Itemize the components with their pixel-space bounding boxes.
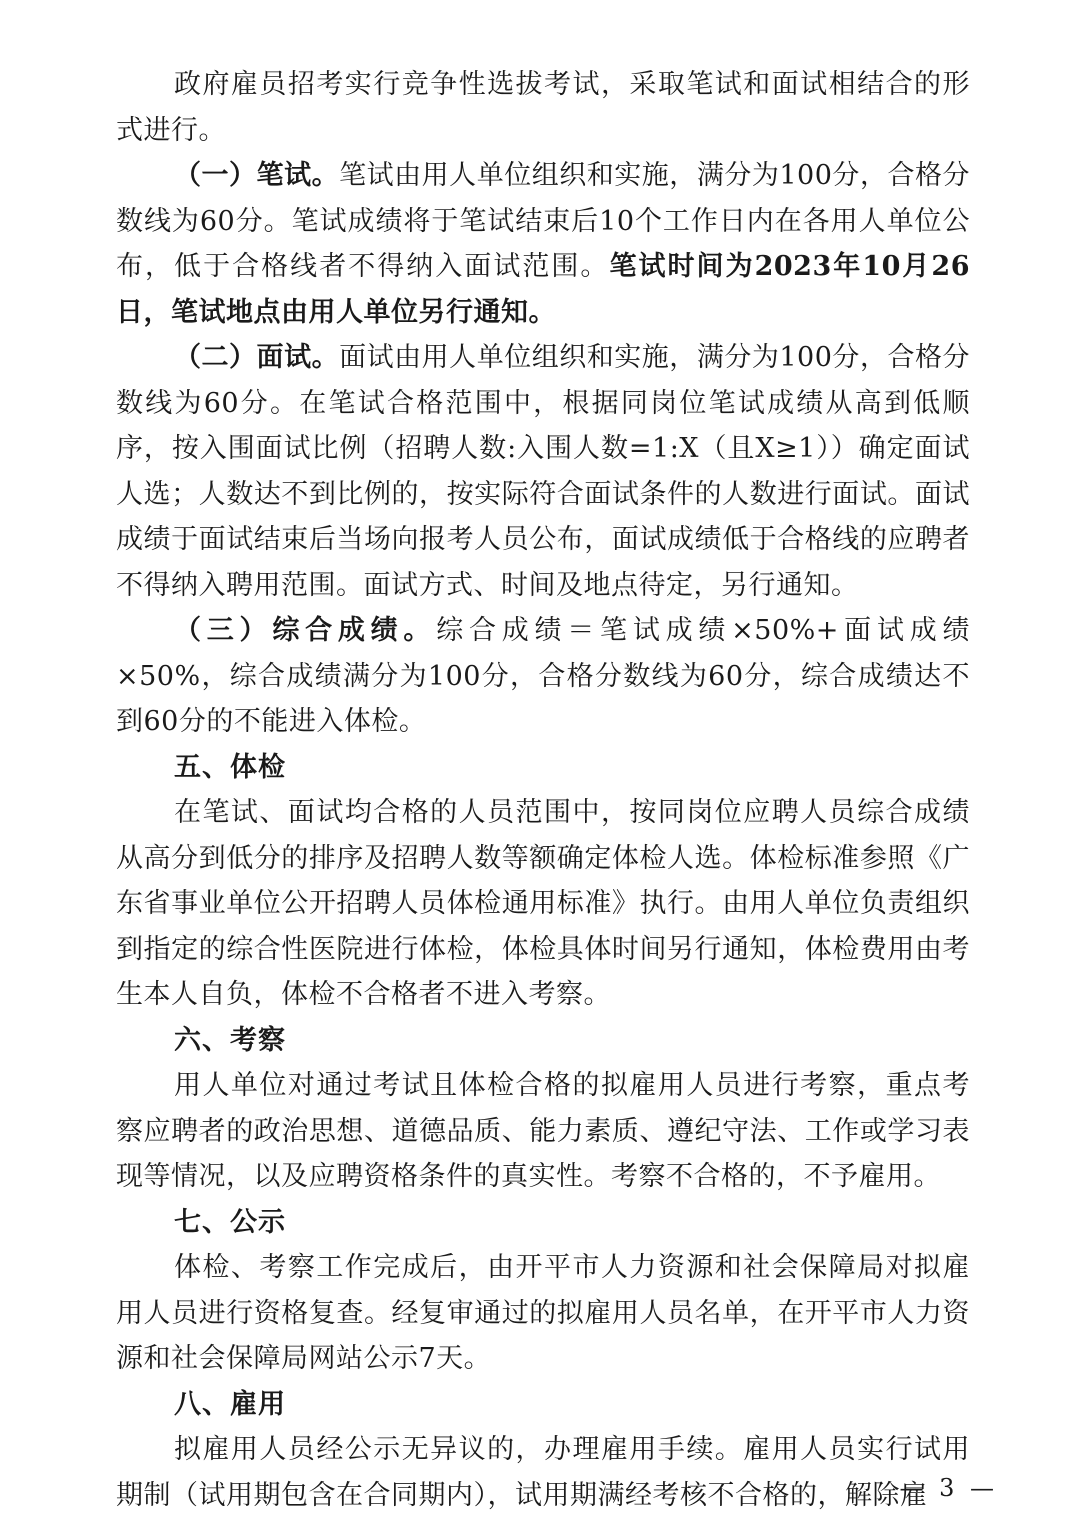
written-exam-schedule: 笔试时间为2023年10月26日，笔试地点由用人单位另行通知。 [116, 251, 971, 328]
document-page [116, 62, 970, 1518]
interview-label: （二）面试。 [174, 342, 340, 373]
intro-paragraph: 政府雇员招考实行竞争性选拔考试，采取笔试和面试相结合的形式进行。 [116, 69, 970, 146]
written-exam-text: 笔试由用人单位组织和实施，满分为100分，合格分数线为60分。笔试成绩将于笔试结束后10个工作日内在各用人单位公布，低于合格线者不得纳入面试范围。 [116, 160, 970, 282]
section-text-publicity: 体检、考察工作完成后，由开平市人力资源和社会保障局对拟雇用人员进行资格复查。经复审通过的拟雇用人员名单，在开平市人力资源和社会保障局网站公示7天。 [116, 1252, 970, 1374]
section-text-physical: 在笔试、面试均合格的人员范围中，按同岗位应聘人员综合成绩从高分到低分的排序及招聘人数等额确定体检人选。体检标准参照《广东省事业单位公开招聘人员体检通用标准》执行。由用人单位负责组织到指定的综合性医院进行体检，体检具体时间另行通知，体检费用由考生本人自负，体检不合格者不进入考察。 [116, 797, 970, 1010]
section-heading-physical: 五、体检 [174, 751, 286, 783]
written-exam-label: （一）笔试。 [174, 160, 340, 191]
section-heading-publicity: 七、公示 [174, 1206, 286, 1238]
composite-score-text: 综合成绩＝笔试成绩×50%+面试成绩×50%，综合成绩满分为100分，合格分数线为60分，综合成绩达不到60分的不能进入体检。 [116, 615, 970, 737]
section-text-employment: 拟雇用人员经公示无异议的，办理雇用手续。雇用人员实行试用期制（试用期包含在合同期内），试用期满经考核不合格的，解除雇 [116, 1434, 970, 1511]
section-text-inspection: 用人单位对通过考试且体检合格的拟雇用人员进行考察，重点考察应聘者的政治思想、道德品质、能力素质、遵纪守法、工作或学习表现等情况，以及应聘资格条件的真实性。考察不合格的，不予雇用。 [116, 1070, 970, 1192]
section-heading-employment: 八、雇用 [174, 1388, 286, 1420]
composite-score-label: （三）综合成绩。 [174, 615, 437, 646]
composite-score-paragraph [116, 608, 970, 745]
written-exam-paragraph [116, 153, 970, 335]
interview-text: 面试由用人单位组织和实施，满分为100分，合格分数线为60分。在笔试合格范围中，根据同岗位笔试成绩从高到低顺序，按入围面试比例（招聘人数:入围人数=1:X（且X≥1））确定面试人选；人数达不到比例的，按实际符合面试条件的人数进行面试。面试成绩于面试结束后当场向报考人员公布，面试成绩低于合格线的应聘者不得纳入聘用范围。面试方式、时间及地点待定，另行通知。 [116, 342, 970, 601]
section-heading-inspection: 六、考察 [174, 1024, 286, 1056]
interview-paragraph [116, 335, 970, 608]
page-number: — 3 — [899, 1474, 998, 1502]
